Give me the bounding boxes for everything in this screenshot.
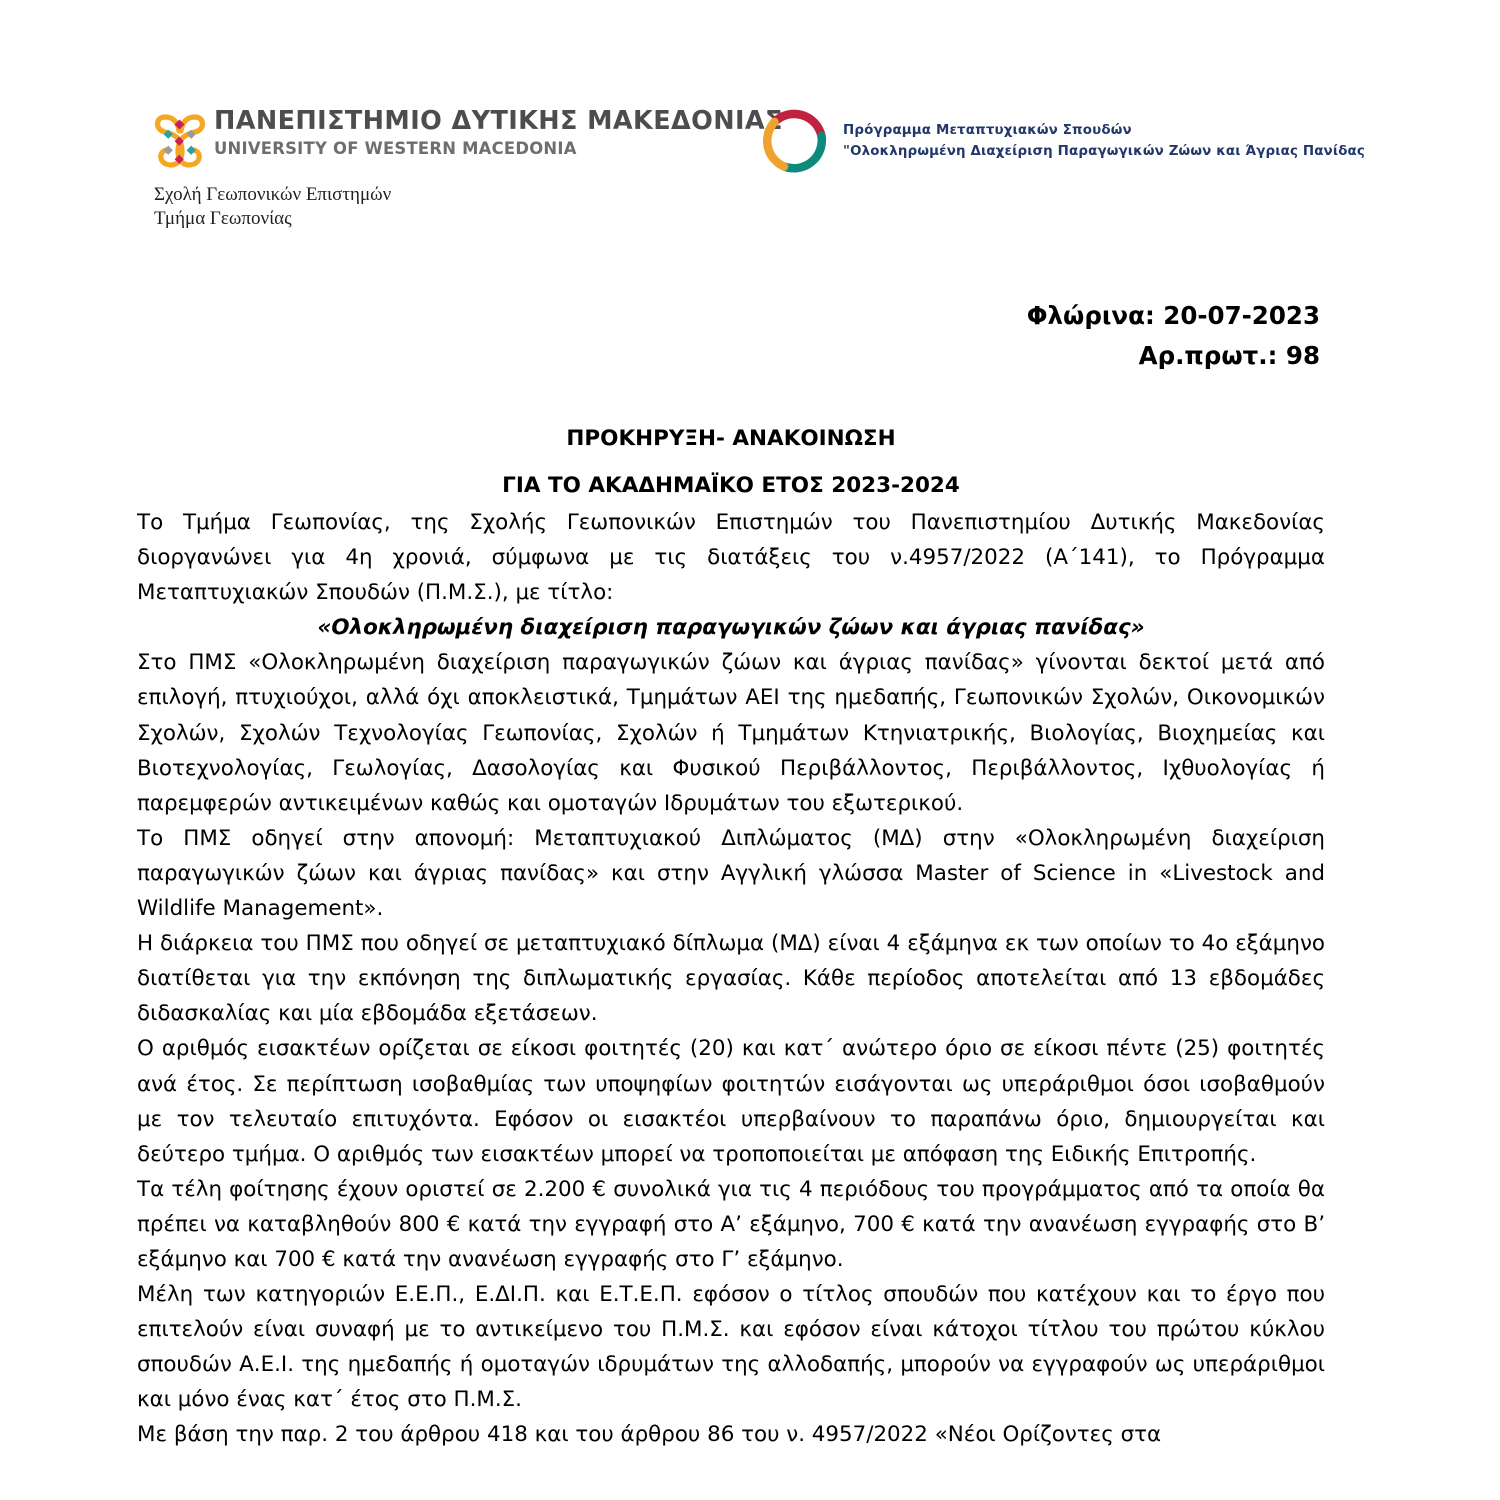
paragraph-1: Το Τμήμα Γεωπονίας, της Σχολής Γεωπονικών Επιστημών του Πανεπιστημίου Δυτικής Μακεδονίας διοργανώνει για 4η χρονιά, σύμφωνα με τις διατάξεις του ν.4957/2022 (Α΄141), το Πρόγραμμα Μεταπτυχιακών Σπουδών (Π.Μ.Σ.), με τίτλο: xyxy=(137,510,1325,606)
program-logo-block xyxy=(757,103,1365,181)
paragraph-2: Στο ΠΜΣ «Ολοκληρωμένη διαχείριση παραγωγικών ζώων και άγριας πανίδας» γίνονται δεκτοί μετά από επιλογή, πτυχιούχοι, αλλά όχι αποκλειστικά, Τμημάτων ΑΕΙ της ημεδαπής, Γεωπονικών Σχολών, Οικονομικών Σχολών, Σχολών Τεχνολογίας Γεωπονίας, Σχολών ή Τμημάτων Κτηνιατρικής, Βιολογίας, Βιοχημείας και Βιοτεχνολογίας, Γεωλογίας, Δασολογίας και Φυσικού Περιβάλλοντος, Περιβάλλοντος, Ιχθυολογίας ή παρεμφερών αντικειμένων καθώς και ομοταγών Ιδρυμάτων του εξωτερικού. xyxy=(137,650,1325,816)
school-name: Σχολή Γεωπονικών Επιστημών xyxy=(154,184,392,205)
document-body xyxy=(137,505,1325,1453)
university-name-el: ΠΑΝΕΠΙΣΤΗΜΙΟ ΔΥΤΙΚΗΣ ΜΑΚΕΔΟΝΙΑΣ xyxy=(214,106,783,136)
paragraph-7: Μέλη των κατηγοριών Ε.Ε.Π., Ε.ΔΙ.Π. και Ε.Τ.Ε.Π. εφόσον ο τίτλος σπουδών που κατέχουν και το έργο που επιτελούν είναι συναφή με το αντικείμενο του Π.Μ.Σ. και εφόσον είναι κάτοχοι τίτλου του πρώτου κύκλου σπουδών Α.Ε.Ι. της ημεδαπής ή ομοταγών ιδρυμάτων της αλλοδαπής, μπορούν να εγγραφούν ως υπεράριθμοι και μόνο ένας κατ΄ έτος στο Π.Μ.Σ. xyxy=(137,1282,1325,1413)
university-wordmark xyxy=(214,106,783,158)
university-logo-block xyxy=(152,106,783,173)
academic-year-title: ΓΙΑ ΤΟ ΑΚΑΔΗΜΑΪΚΟ ΕΤΟΣ 2023-2024 xyxy=(502,472,960,498)
document-meta xyxy=(1027,296,1320,375)
uwm-logo-diamonds xyxy=(164,120,196,164)
program-logo-text xyxy=(843,121,1365,163)
department-name: Τμήμα Γεωπονίας xyxy=(154,208,292,230)
place-date: Φλώρινα: 20-07-2023 xyxy=(1026,301,1320,330)
uwm-knot-logo-icon xyxy=(152,107,208,173)
paragraph-5: Ο αριθμός εισακτέων ορίζεται σε είκοσι φοιτητές (20) και κατ΄ ανώτερο όριο σε είκοσι πέντε (25) φοιτητές ανά έτος. Σε περίπτωση ισοβαθμίας των υποψηφίων φοιτητών εισάγονται ως υπεράριθμοι όσοι ισοβαθμούν με τον τελευταίο επιτυχόντα. Εφόσον οι εισακτέοι υπερβαίνουν το παραπάνω όριο, δημιουργείται και δεύτερο τμήμα. Ο αριθμός των εισακτέων μπορεί να τροποποιείται με απόφαση της Ειδικής Επιτροπής. xyxy=(137,1036,1325,1167)
school-department-lines xyxy=(154,183,391,232)
program-title-heading: «Ολοκληρωμένη διαχείριση παραγωγικών ζώων και άγριας πανίδας» xyxy=(317,615,1145,641)
paragraph-4: Η διάρκεια του ΠΜΣ που οδηγεί σε μεταπτυχιακό δίπλωμα (ΜΔ) είναι 4 εξάμηνα εκ των οποίων το 4ο εξάμηνο διατίθεται για την εκπόνηση της διπλωματικής εργασίας. Κάθε περίοδος αποτελείται από 13 εβδομάδες διδασκαλίας και μία εβδομάδα εξετάσεων. xyxy=(137,931,1325,1027)
paragraph-8: Με βάση την παρ. 2 του άρθρου 418 και του άρθρου 86 του ν. 4957/2022 «Νέοι Ορίζοντες στα xyxy=(137,1422,1162,1448)
pms-circle-logo-icon xyxy=(757,103,835,181)
paragraph-3: Το ΠΜΣ οδηγεί στην απονομή: Μεταπτυχιακού Διπλώματος (ΜΔ) στην «Ολοκληρωμένη διαχείριση παραγωγικών ζώων και άγριας πανίδας» και στην Αγγλική γλώσσα Master of Science in «Livestock and Wildlife Management». xyxy=(137,825,1325,922)
program-logo-line-2: "Ολοκληρωμένη Διαχείριση Παραγωγικών Ζώων και Άγριας Πανίδας xyxy=(843,144,1365,159)
paragraph-6: Τα τέλη φοίτησης έχουν οριστεί σε 2.200 € συνολικά για τις 4 περιόδους του προγράμματος από τα οποία θα πρέπει να καταβληθούν 800 € κατά την εγγραφή στο Α’ εξάμηνο, 700 € κατά την ανανέωση εγγραφής στο Β’ εξάμηνο και 700 € κατά την ανανέωση εγγραφής στο Γ’ εξάμηνο. xyxy=(137,1176,1325,1272)
announcement-title: ΠΡΟΚΗΡΥΞΗ- ΑΝΑΚΟΙΝΩΣΗ xyxy=(566,426,896,451)
document-titles xyxy=(137,428,1325,496)
program-logo-line-1: Πρόγραμμα Μεταπτυχιακών Σπουδών xyxy=(843,123,1132,139)
university-name-en: UNIVERSITY OF WESTERN MACEDONIA xyxy=(214,138,577,158)
document-header xyxy=(0,0,1500,250)
protocol-number: Αρ.πρωτ.: 98 xyxy=(1138,340,1320,370)
